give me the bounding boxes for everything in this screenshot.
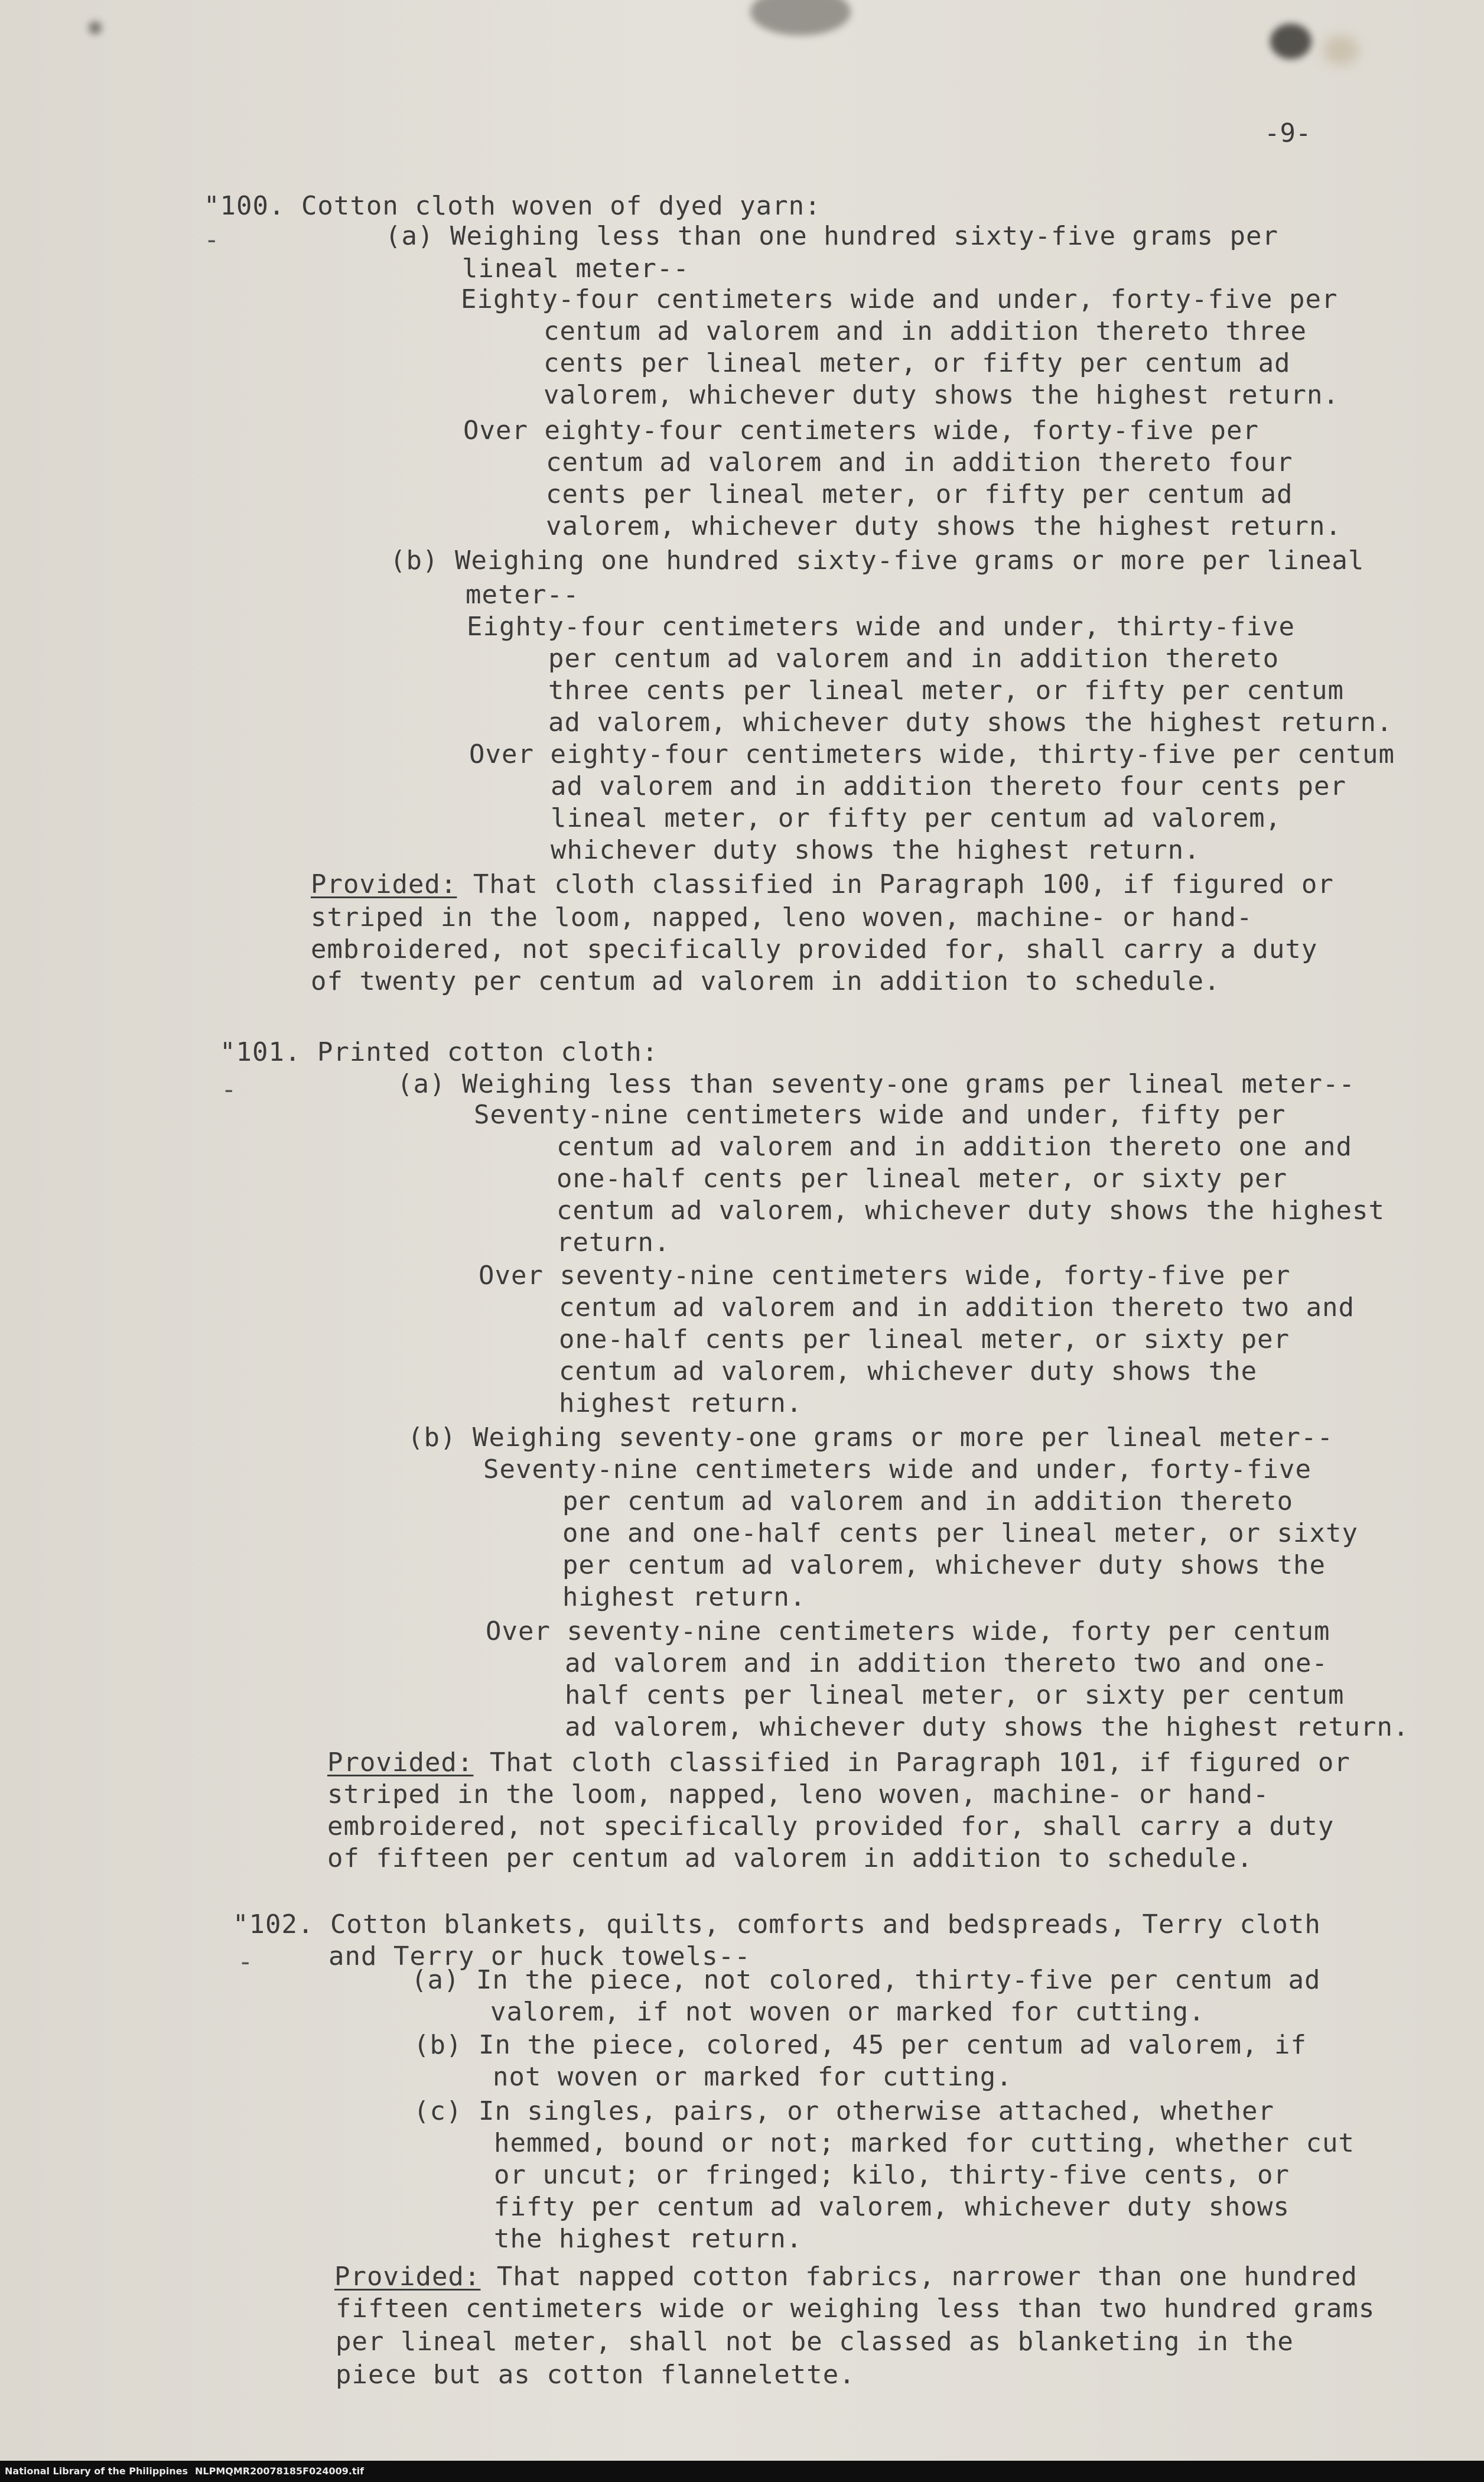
proviso-label: Provided: (327, 1747, 474, 1778)
p101-line: highest return. (562, 1582, 806, 1612)
p100-b-heading: (b) Weighing one hundred sixty-five grams or more per lineal (390, 545, 1365, 576)
p100-line: centum ad valorem and in addition thereto four (546, 447, 1293, 477)
p100-line: centum ad valorem and in addition thereto three (544, 316, 1307, 346)
p102-proviso (334, 2261, 1358, 2293)
p101-line: ad valorem, whichever duty shows the highest return. (565, 1712, 1410, 1742)
p102-a: (a) In the piece, not colored, thirty-five per centum ad (411, 1965, 1321, 1995)
p101-line: centum ad valorem, whichever duty shows the highest (556, 1195, 1385, 1226)
proviso-text: That cloth classified in Paragraph 100, if figured or (457, 869, 1334, 899)
p101-proviso (327, 1747, 1350, 1779)
p101-a-heading: (a) Weighing less than seventy-one grams per lineal meter-- (397, 1069, 1355, 1099)
p102-proviso-line: per lineal meter, shall not be classed as blanketing in the (336, 2327, 1294, 2357)
paragraph-100-heading: "100. Cotton cloth woven of dyed yarn: (204, 191, 821, 221)
p102-line: fifty per centum ad valorem, whichever duty shows (494, 2192, 1290, 2222)
p101-line: per centum ad valorem and in addition thereto (562, 1486, 1294, 1516)
proviso-text: That cloth classified in Paragraph 101, if figured or (473, 1747, 1350, 1778)
p102-line: the highest return. (494, 2224, 803, 2254)
p100-line: Over eighty-four centimeters wide, thirty-five per centum (469, 739, 1395, 769)
p101-proviso-line: of fifteen per centum ad valorem in addition to schedule. (327, 1843, 1253, 1873)
p101-line: centum ad valorem and in addition thereto one and (556, 1132, 1353, 1162)
p101-line: centum ad valorem, whichever duty shows the (559, 1356, 1258, 1386)
footer-institution: National Library of the Philippines (5, 2465, 188, 2477)
page-number: -9- (1264, 118, 1311, 148)
p102-line: valorem, if not woven or marked for cutting. (490, 1997, 1205, 2027)
p101-line: one-half cents per lineal meter, or sixty per (556, 1164, 1288, 1194)
p100-line: Over eighty-four centimeters wide, forty-five per (463, 415, 1260, 446)
p102-line: and Terry or huck towels-- (328, 1941, 751, 1971)
p102-line: hemmed, bound or not; marked for cutting, whether cut (494, 2128, 1355, 2158)
paragraph-101-heading: "101. Printed cotton cloth: (220, 1037, 659, 1067)
p100-line: valorem, whichever duty shows the highest return. (544, 380, 1340, 410)
p102-proviso-line: piece but as cotton flannelette. (336, 2360, 855, 2390)
p102-c: (c) In singles, pairs, or otherwise attached, whether (414, 2096, 1274, 2126)
proviso-label: Provided: (311, 869, 457, 899)
ink-dot (89, 21, 102, 34)
p100-line: ad valorem and in addition thereto four cents per (551, 771, 1347, 801)
margin-mark: - (204, 225, 220, 255)
p101-line: per centum ad valorem, whichever duty shows the (562, 1550, 1326, 1580)
p102-line: not woven or marked for cutting. (493, 2062, 1013, 2092)
ink-blot (750, 0, 851, 35)
p100-line: three cents per lineal meter, or fifty per centum (548, 675, 1345, 706)
p101-proviso-line: embroidered, not specifically provided for, shall carry a duty (327, 1811, 1335, 1841)
proviso-label: Provided: (334, 2262, 481, 2292)
p100-line: valorem, whichever duty shows the highest return. (546, 511, 1342, 541)
p101-line: ad valorem and in addition thereto two and one- (565, 1648, 1329, 1678)
p100-line: meter-- (466, 580, 580, 610)
p100-line: ad valorem, whichever duty shows the highest return. (548, 707, 1393, 738)
proviso-text: That napped cotton fabrics, narrower than one hundred (480, 2262, 1358, 2292)
p100-proviso (311, 869, 1334, 901)
p101-line: Seventy-nine centimeters wide and under, fifty per (474, 1100, 1286, 1130)
scan-footer-bar (0, 2461, 1484, 2482)
p100-proviso-line: of twenty per centum ad valorem in addition to schedule. (311, 966, 1221, 996)
margin-mark: - (237, 1947, 253, 1977)
p101-line: Over seventy-nine centimeters wide, forty-five per (479, 1261, 1291, 1291)
p101-line: one and one-half cents per lineal meter, or sixty (562, 1518, 1359, 1548)
p100-line: per centum ad valorem and in addition thereto (548, 644, 1280, 674)
p101-line: Over seventy-nine centimeters wide, forty per centum (486, 1616, 1330, 1646)
p101-line: half cents per lineal meter, or sixty per centum (565, 1680, 1345, 1710)
ink-blot (1270, 24, 1311, 59)
p101-line: return. (556, 1227, 671, 1258)
p101-line: one-half cents per lineal meter, or sixty per (559, 1324, 1290, 1354)
p100-line: lineal meter-- (462, 254, 689, 284)
p100-line: cents per lineal meter, or fifty per centum ad (546, 479, 1293, 509)
p102-line: or uncut; or fringed; kilo, thirty-five cents, or (494, 2160, 1290, 2190)
p102-proviso-line: fifteen centimeters wide or weighing less than two hundred grams (336, 2293, 1375, 2324)
p101-line: centum ad valorem and in addition thereto two and (559, 1292, 1355, 1323)
p101-proviso-line: striped in the loom, napped, leno woven, machine- or hand- (327, 1779, 1270, 1809)
p101-line: Seventy-nine centimeters wide and under, forty-five (483, 1454, 1312, 1484)
p102-b: (b) In the piece, colored, 45 per centum ad valorem, if (414, 2030, 1307, 2060)
margin-mark: - (221, 1074, 237, 1104)
p101-line: highest return. (559, 1388, 803, 1418)
p100-line: cents per lineal meter, or fifty per centum ad (544, 348, 1291, 378)
p100-proviso-line: striped in the loom, napped, leno woven, machine- or hand- (311, 902, 1253, 933)
p100-line: lineal meter, or fifty per centum ad valorem, (551, 803, 1282, 833)
footer-file-id: NLPMQMR20078185F024009.tif (195, 2465, 365, 2477)
p101-b-heading: (b) Weighing seventy-one grams or more per lineal meter-- (408, 1422, 1333, 1453)
p100-a-heading: (a) Weighing less than one hundred sixty-five grams per (385, 221, 1278, 251)
paragraph-102-heading: "102. Cotton blankets, quilts, comforts and bedspreads, Terry cloth (233, 1909, 1321, 1940)
paper-stain (1323, 35, 1359, 65)
p100-line: Eighty-four centimeters wide and under, thirty-five (467, 612, 1296, 642)
p100-proviso-line: embroidered, not specifically provided for, shall carry a duty (311, 934, 1318, 964)
p100-line: Eighty-four centimeters wide and under, forty-five per (461, 284, 1338, 314)
p100-line: whichever duty shows the highest return. (551, 835, 1200, 865)
